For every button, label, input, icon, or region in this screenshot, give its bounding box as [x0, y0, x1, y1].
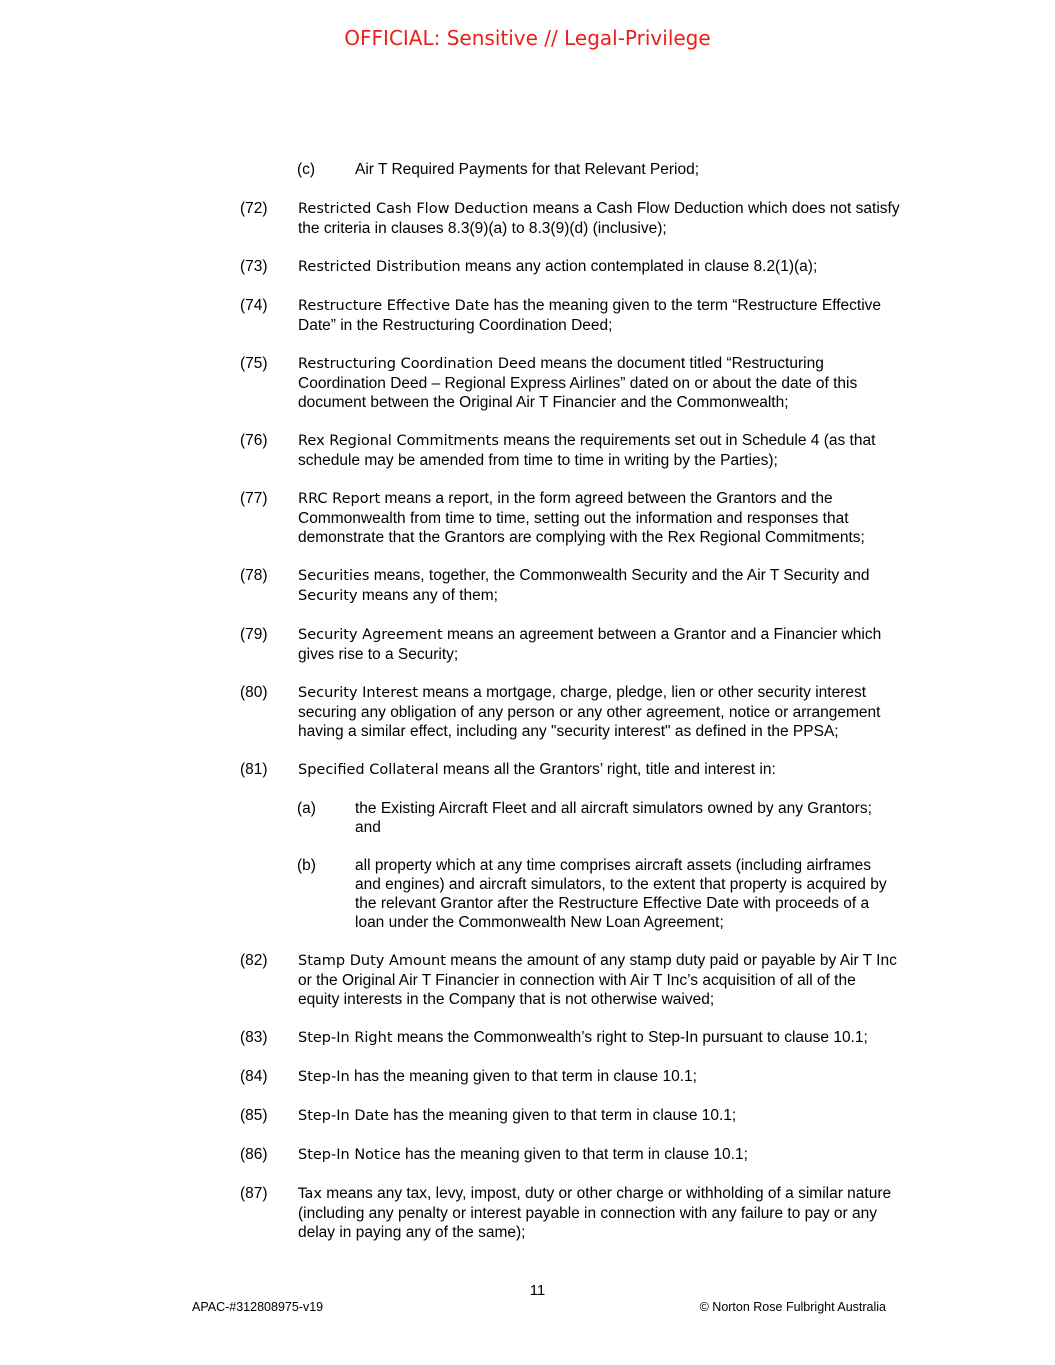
- item-number: (74): [240, 297, 268, 314]
- defined-term: Stamp Duty Amount: [298, 953, 446, 969]
- definition-item: [240, 1106, 900, 1126]
- item-number: (86): [240, 1146, 268, 1163]
- item-text: means a report, in the form agreed between the Grantors and the Commonwealth from time to time, setting out the information and responses that demonstrate that the Grantors are complying with the Rex Regional Commitments;: [298, 490, 865, 546]
- defined-term: Securities: [298, 568, 370, 584]
- item-text: means a Cash Flow Deduction which does not satisfy the criteria in clauses 8.3(9)(a) to 8.3(9)(d) (inclusive);: [298, 200, 900, 237]
- definition-item: [240, 199, 900, 238]
- item-text: has the meaning given to that term in clause 10.1;: [349, 1068, 697, 1085]
- item-number: (85): [240, 1107, 268, 1124]
- defined-term: Step-In Date: [298, 1108, 389, 1124]
- item-number: (78): [240, 567, 268, 584]
- item-number: (81): [240, 761, 268, 778]
- copyright-notice: © Norton Rose Fulbright Australia: [699, 1300, 886, 1314]
- item-number: (87): [240, 1185, 268, 1202]
- definition-item: [240, 489, 900, 547]
- defined-term: Step-In: [298, 1069, 350, 1085]
- item-number: (82): [240, 952, 268, 969]
- classification-header: OFFICIAL: Sensitive // Legal-Privilege: [344, 26, 711, 50]
- item-number: (73): [240, 258, 268, 275]
- definition-item: [240, 760, 900, 780]
- defined-term: Security Agreement: [298, 627, 443, 643]
- item-number: (79): [240, 626, 268, 643]
- definition-item: [240, 1067, 900, 1087]
- definition-item: [240, 1145, 900, 1165]
- defined-term: Step-In Right: [298, 1030, 393, 1046]
- item-text: all property which at any time comprises aircraft assets (including airframes and engines) and aircraft simulators, to the extent that property is acquired by the relevant Grantor after the Restructure Effective Date with proceeds of a loan under the Commonwealth New Loan Agreement;: [355, 857, 887, 931]
- item-number: (72): [240, 200, 268, 217]
- definition-item: [240, 1028, 900, 1048]
- defined-term: Security: [298, 588, 358, 604]
- sub-item: [297, 799, 900, 837]
- item-number: (75): [240, 355, 268, 372]
- item-number: (76): [240, 432, 268, 449]
- definitions-list: [240, 160, 900, 1261]
- item-text: means any tax, levy, impost, duty or other charge or withholding of a similar nature (including any penalty or interest payable in connection with any failure to pay or any delay in paying any of the same);: [298, 1185, 892, 1241]
- document-reference: APAC-#312808975-v19: [192, 1300, 324, 1314]
- page-number: 11: [529, 1282, 546, 1299]
- definition-item: [240, 566, 900, 606]
- definition-item: [240, 296, 900, 335]
- item-number: (80): [240, 684, 268, 701]
- item-text: Air T Required Payments for that Relevant Period;: [355, 161, 700, 178]
- defined-term: Specified Collateral: [298, 762, 439, 778]
- definition-item: [240, 257, 900, 277]
- defined-term: Restricted Distribution: [298, 259, 461, 275]
- defined-term: Rex Regional Commitments: [298, 433, 499, 449]
- item-text: means a mortgage, charge, pledge, lien or other security interest securing any obligation of any person or any other agreement, notice or arrangement having a similar effect, including any "security interest" as defined in the PPSA;: [298, 684, 881, 740]
- item-number: (84): [240, 1068, 268, 1085]
- item-text: means the Commonwealth’s right to Step-In pursuant to clause 10.1;: [392, 1029, 868, 1046]
- item-number: (a): [297, 800, 316, 817]
- item-text: means the amount of any stamp duty paid or payable by Air T Inc or the Original Air T Financier in connection with Air T Inc’s acquisition of all of the equity interests in the Company that is not otherwise waived;: [298, 952, 897, 1008]
- definition-item: [240, 683, 900, 741]
- definition-item: [240, 1184, 900, 1242]
- defined-term: Step-In Notice: [298, 1147, 401, 1163]
- definition-item: [240, 951, 900, 1009]
- definition-item: [240, 431, 900, 470]
- item-text: means all the Grantors’ right, title and interest in:: [438, 761, 776, 778]
- item-text: means any of them;: [357, 587, 498, 604]
- defined-term: Restructuring Coordination Deed: [298, 356, 537, 372]
- defined-term: Security Interest: [298, 685, 419, 701]
- item-text: means the document titled “Restructuring Coordination Deed – Regional Express Airlines” dated on or about the date of this document between the Original Air T Financier and the Commonwealth;: [298, 355, 858, 411]
- definition-item: [240, 354, 900, 412]
- sub-item: [297, 856, 900, 932]
- item-number: (b): [297, 857, 316, 874]
- item-text: the Existing Aircraft Fleet and all aircraft simulators owned by any Grantors; and: [355, 800, 872, 836]
- item-number: (c): [297, 161, 316, 178]
- defined-term: Restricted Cash Flow Deduction: [298, 201, 529, 217]
- defined-term: RRC Report: [298, 491, 381, 507]
- item-text: means the requirements set out in Schedule 4 (as that schedule may be amended from time to time in writing by the Parties);: [298, 432, 876, 469]
- sub-item: [297, 160, 900, 179]
- item-text: has the meaning given to that term in clause 10.1;: [388, 1107, 737, 1124]
- defined-term: Tax: [298, 1186, 322, 1202]
- item-text: means, together, the Commonwealth Security and the Air T Security and: [369, 567, 870, 584]
- definition-item: [240, 625, 900, 664]
- item-text: has the meaning given to that term in clause 10.1;: [400, 1146, 748, 1163]
- defined-term: Restructure Effective Date: [298, 298, 490, 314]
- item-text: has the meaning given to the term “Restructure Effective Date” in the Restructuring Coordination Deed;: [298, 297, 882, 334]
- item-text: means any action contemplated in clause 8.2(1)(a);: [460, 258, 818, 275]
- item-number: (77): [240, 490, 268, 507]
- item-text: means an agreement between a Grantor and a Financier which gives rise to a Security;: [298, 626, 882, 663]
- item-number: (83): [240, 1029, 268, 1046]
